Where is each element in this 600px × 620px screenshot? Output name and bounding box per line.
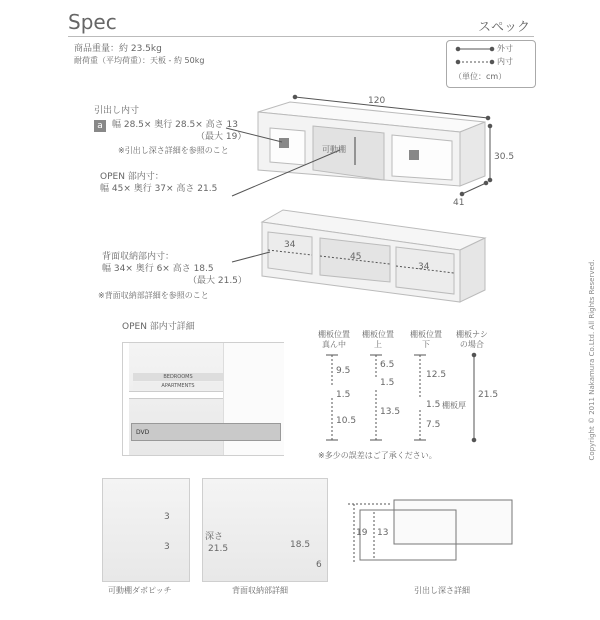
c1-top: 9.5 <box>336 366 351 376</box>
shelf-thickness: 棚板厚 <box>442 401 466 410</box>
pitch-2: 3 <box>164 542 170 552</box>
shelf-note: ※多少の誤差はご了承ください。 <box>318 451 437 460</box>
tv-board-top <box>258 102 485 186</box>
dim-width: 120 <box>368 96 386 106</box>
dvd-player: DVD <box>131 423 281 441</box>
legend-inner: 内寸 <box>497 57 513 66</box>
open-detail-photo <box>122 342 284 456</box>
drawer-badge: a <box>94 120 106 132</box>
drawer-title: 引出し内寸 <box>94 106 140 116</box>
spec-weight: 商品重量：約 23.5kg <box>74 44 162 54</box>
shelf-header-4: 棚板ナシ の場合 <box>456 330 488 349</box>
drawer-dims: 幅 28.5× 奥行 28.5× 高さ 13 <box>112 120 238 130</box>
dim-height: 30.5 <box>494 152 515 162</box>
back-storage-photo <box>202 478 328 582</box>
back-depth-label: 深さ <box>205 532 224 542</box>
c1-mid: 1.5 <box>336 390 351 400</box>
legend-outer: 外寸 <box>497 44 513 53</box>
c4-total: 21.5 <box>478 390 499 400</box>
c2-bot: 13.5 <box>380 407 401 417</box>
c2-top: 6.5 <box>380 360 395 370</box>
back-max: （最大 21.5） <box>188 276 247 286</box>
drawer-outer: 19 <box>356 528 368 538</box>
shelf-header-3: 棚板位置 下 <box>410 330 442 349</box>
movable-shelf-label: 可動棚 <box>322 145 346 154</box>
back-caption: 背面収納部詳細 <box>232 586 288 595</box>
back-right: 34 <box>418 262 430 272</box>
back-h: 18.5 <box>290 540 311 550</box>
drawer-max: （最大 19） <box>196 132 247 142</box>
back-left: 34 <box>284 240 296 250</box>
open-dims: 幅 45× 奥行 37× 高さ 21.5 <box>100 184 218 194</box>
shelf-header-1: 棚板位置 真ん中 <box>318 330 350 349</box>
book-1: BEDROOMS <box>133 373 223 381</box>
c3-top: 12.5 <box>426 370 447 380</box>
dim-depth: 41 <box>453 198 465 208</box>
pitch-caption: 可動棚ダボピッチ <box>108 586 172 595</box>
c3-mid: 1.5 <box>426 400 441 410</box>
open-title: OPEN 部内寸： <box>100 172 164 182</box>
c3-bot: 7.5 <box>426 420 441 430</box>
drawer-depth-diagram <box>348 500 512 562</box>
back-w: 6 <box>316 560 322 570</box>
open-detail-title: OPEN 部内寸詳細 <box>122 322 195 332</box>
back-depth: 21.5 <box>208 544 229 554</box>
page-title-jp: スペック <box>478 20 531 35</box>
legend-unit: （単位：cm） <box>454 72 507 81</box>
back-title: 背面収納部内寸： <box>102 252 175 262</box>
book-2: APARTMENTS <box>133 382 223 390</box>
copyright: Copyright © 2011 Nakamura Co.Ltd. All Rights Reserved. <box>588 259 596 461</box>
page-title: Spec <box>68 10 117 34</box>
back-center: 45 <box>350 252 362 262</box>
drawer-inner: 13 <box>377 528 389 538</box>
pitch-1: 3 <box>164 512 170 522</box>
photo-side-left <box>123 343 129 455</box>
shelf-header-2: 棚板位置 上 <box>362 330 394 349</box>
back-dims: 幅 34× 奥行 6× 高さ 18.5 <box>102 264 214 274</box>
dowel-photo <box>102 478 190 582</box>
spec-load: 耐荷重（平均荷重）：天板 - 約 50kg <box>74 56 205 65</box>
back-note: ※背面収納部詳細を参照のこと <box>98 291 209 300</box>
tv-board-back <box>262 210 485 302</box>
c1-bot: 10.5 <box>336 416 357 426</box>
drawer-note: ※引出し深さ詳細を参照のこと <box>118 146 229 155</box>
c2-mid: 1.5 <box>380 378 395 388</box>
drawer-caption: 引出し深さ詳細 <box>414 586 470 595</box>
